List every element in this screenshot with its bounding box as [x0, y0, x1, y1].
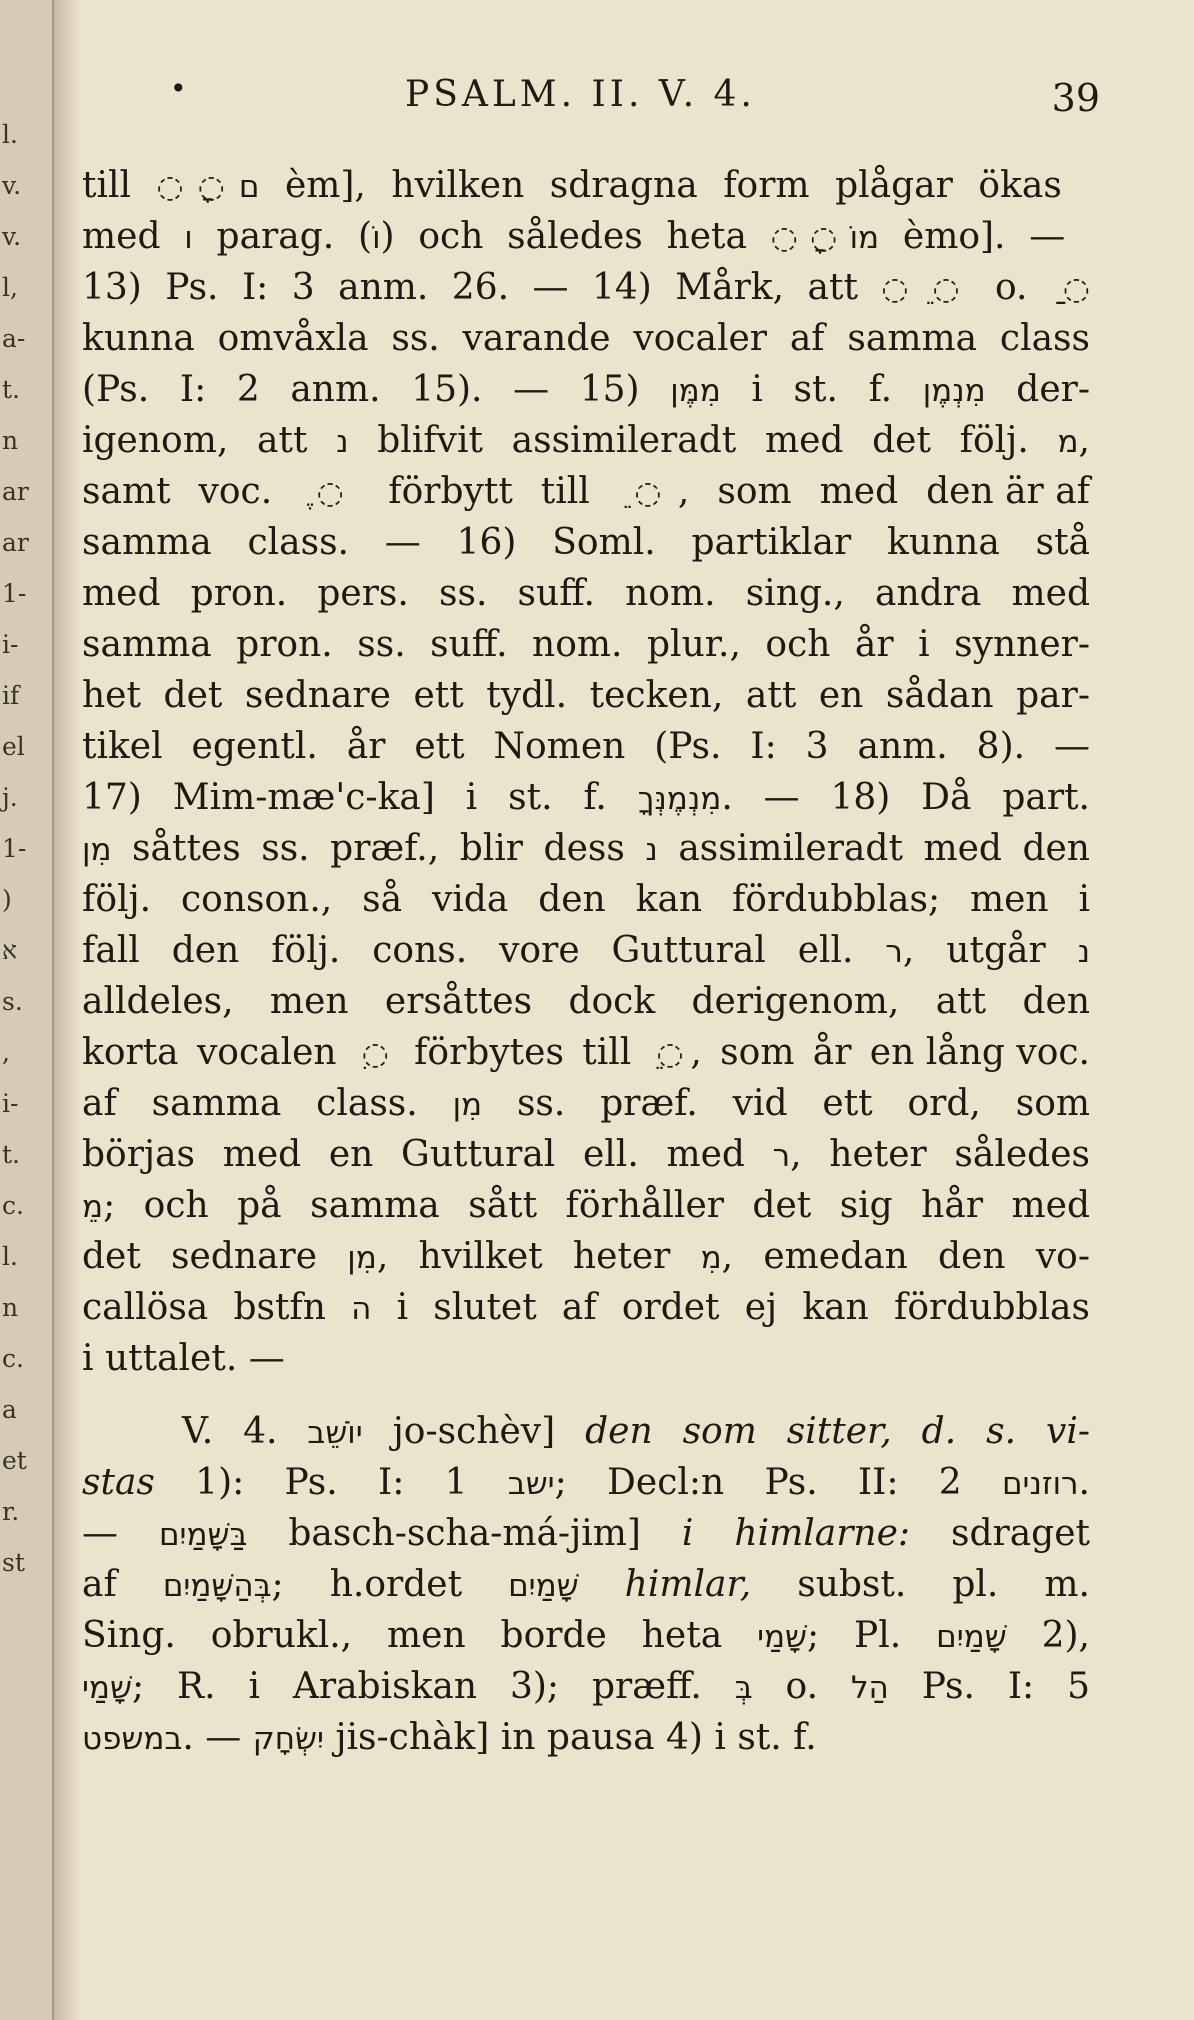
- text-run: kunna omvåxla ss. varande vocaler af samma class: [82, 318, 1090, 359]
- previous-page-fragment: l.: [2, 1242, 18, 1271]
- text-run: o.: [971, 267, 1051, 308]
- page-number: 39: [1051, 76, 1100, 120]
- text-run: till: [82, 165, 157, 206]
- hebrew-word: ר: [772, 1138, 791, 1174]
- text-run: korta vocalen: [82, 1032, 355, 1073]
- text-line: [82, 415, 1090, 466]
- text-run: Sing. obrukl., men borde heta: [82, 1615, 758, 1656]
- text-line: [82, 313, 1090, 364]
- text-line: [82, 364, 1090, 415]
- hebrew-word: מֵ: [82, 1189, 104, 1225]
- hebrew-word: יִשְׂחָק: [252, 1721, 324, 1757]
- hebrew-word: הַל: [850, 1670, 889, 1706]
- previous-page-fragment: v.: [2, 171, 22, 200]
- text-run: het det sednare ett tydl. tecken, att en sådan par-: [82, 675, 1090, 716]
- hebrew-word: שָׁמַי: [757, 1619, 808, 1655]
- text-run: —: [82, 1513, 159, 1554]
- hebrew-word: שָׁמַי: [82, 1670, 132, 1706]
- text-run: , emedan den vo-: [721, 1236, 1090, 1277]
- text-line: [82, 1027, 1090, 1078]
- text-run: det sednare: [82, 1236, 348, 1277]
- text-line: [82, 1282, 1090, 1333]
- italic-gloss: den som sitter, d. s. vi-: [585, 1411, 1091, 1452]
- text-run: ; Pl.: [807, 1615, 937, 1656]
- previous-page-fragment: st: [2, 1548, 25, 1577]
- hebrew-word: נ: [336, 424, 349, 460]
- previous-page-fragment: t.: [2, 375, 20, 404]
- previous-page-fragment: n: [2, 426, 19, 455]
- text-run: följ. conson., så vida den kan fördubblas; men i: [82, 879, 1090, 920]
- text-run: samt voc.: [82, 471, 301, 512]
- hebrew-word: מִ: [700, 1240, 722, 1276]
- hebrew-word: מ: [1057, 424, 1079, 460]
- hebrew-word: ה: [351, 1291, 372, 1327]
- previous-page-fragment: ar: [2, 528, 29, 557]
- previous-page-fragment: s.: [2, 987, 23, 1016]
- text-run: i slutet af ordet ej kan fördubblas: [371, 1287, 1090, 1328]
- head-ornament: •: [170, 72, 187, 105]
- commentary-text: [82, 160, 1090, 1763]
- text-run: basch-scha-má-jim]: [247, 1513, 682, 1554]
- text-run: 13) Ps. I: 3 anm. 26. — 14) Mårk, att: [82, 267, 882, 308]
- text-run: [579, 1564, 625, 1605]
- hebrew-word: ◌ֶ: [300, 475, 361, 511]
- text-line: [82, 823, 1090, 874]
- hebrew-word: מוֹ◌ָ◌: [770, 220, 880, 256]
- text-run: Ps. I: 5: [888, 1666, 1090, 1707]
- hebrew-word: נ: [645, 832, 658, 868]
- text-run: alldeles, men ersåttes dock derigenom, att den: [82, 981, 1090, 1022]
- italic-gloss: stas: [82, 1462, 155, 1503]
- hebrew-word: ◌ֵ: [649, 1036, 691, 1072]
- text-run: . — 18) Då part.: [721, 777, 1090, 818]
- hebrew-word: ר: [885, 934, 903, 970]
- text-run: jis-chàk] in pausa 4) i st. f.: [323, 1717, 817, 1758]
- text-run: ) och således heta: [380, 216, 771, 257]
- previous-page-fragment: a: [2, 1395, 17, 1424]
- previous-page-fragment: ): [2, 885, 12, 914]
- previous-page-fragment: el: [2, 732, 25, 761]
- previous-page-fragment: ,: [2, 1038, 10, 1067]
- text-run: i st. f.: [720, 369, 923, 410]
- text-run: ss. præf. vid ett ord, som: [482, 1083, 1091, 1124]
- text-run: samma class. — 16) Soml. partiklar kunna stå: [82, 522, 1090, 563]
- text-run: . —: [182, 1717, 253, 1758]
- previous-page-edge: [0, 0, 54, 2020]
- hebrew-word: שָׁמַיִם: [508, 1568, 579, 1604]
- gutter-shadow: [54, 0, 80, 2020]
- text-run: igenom, att: [82, 420, 337, 461]
- hebrew-word: מִמֶּן: [670, 373, 721, 409]
- text-run: tikel egentl. år ett Nomen (Ps. I: 3 anm. 8). —: [82, 726, 1090, 767]
- hebrew-word: וֹ: [372, 220, 381, 256]
- previous-page-fragment: א: [2, 936, 18, 965]
- text-line: [82, 262, 1090, 313]
- previous-page-fragment: i-: [2, 1089, 19, 1118]
- text-line: [82, 160, 1090, 211]
- text-run: callösa bstfn: [82, 1287, 352, 1328]
- text-run: med: [82, 216, 185, 257]
- text-run: parag. (: [192, 216, 373, 257]
- hebrew-word: ◌ֵ: [617, 475, 678, 511]
- text-line: [82, 466, 1090, 517]
- text-line: [82, 568, 1090, 619]
- hebrew-word: רוזנים: [1001, 1466, 1079, 1502]
- hebrew-word: ◌ִ: [354, 1036, 396, 1072]
- hebrew-word: בַּשָּׁמַיִם: [158, 1517, 248, 1553]
- text-run: jo-schèv]: [362, 1411, 586, 1452]
- previous-page-fragment: ar: [2, 477, 29, 506]
- hebrew-word: ◌ַ: [1050, 271, 1090, 307]
- text-line: [82, 1610, 1090, 1661]
- text-line: [82, 517, 1090, 568]
- hebrew-word: ו: [184, 220, 193, 256]
- previous-page-fragment: v.: [2, 222, 22, 251]
- text-line: [82, 1508, 1090, 1559]
- text-run: med pron. pers. ss. suff. nom. sing., andra med: [82, 573, 1090, 614]
- previous-page-fragment: 1-: [2, 579, 27, 608]
- previous-page-fragment: a-: [2, 324, 26, 353]
- hebrew-word: מִנְמֶן: [922, 373, 986, 409]
- text-run: 17) Mim-mæ'c-ka] i st. f.: [82, 777, 638, 818]
- running-title: PSALM. II. V. 4.: [405, 74, 756, 115]
- hebrew-word: שָׁמַיִם: [936, 1619, 1007, 1655]
- text-line: [82, 721, 1090, 772]
- text-run: ,: [1078, 420, 1090, 461]
- previous-page-fragment: j.: [2, 783, 18, 812]
- text-run: ; och på samma sått förhåller det sig hår med: [103, 1185, 1090, 1226]
- text-line: [82, 1129, 1090, 1180]
- text-run: börjas med en Guttural ell. med: [82, 1134, 773, 1175]
- text-run: ; h.ordet: [271, 1564, 509, 1605]
- previous-page-fragment: c.: [2, 1191, 24, 1220]
- text-run: èm], hvilken sdragna form plågar ökas: [259, 165, 1062, 206]
- previous-page-fragment: if: [2, 681, 20, 710]
- text-run: (Ps. I: 2 anm. 15). — 15): [82, 369, 671, 410]
- text-line: [82, 670, 1090, 721]
- italic-gloss: i himlarne:: [681, 1513, 911, 1554]
- text-run: ; Decl:n Ps. II: 2: [554, 1462, 1002, 1503]
- text-line: [82, 925, 1090, 976]
- text-line: [82, 976, 1090, 1027]
- text-run: ; R. i Arabiskan 3); præff.: [131, 1666, 735, 1707]
- text-run: af: [82, 1564, 163, 1605]
- text-line: [82, 1406, 1090, 1457]
- hebrew-word: מִנְמֶנְּךָ: [637, 781, 722, 817]
- text-line: [82, 1661, 1090, 1712]
- previous-page-fragment: l.: [2, 120, 18, 149]
- text-run: , som med den är af: [677, 471, 1090, 512]
- previous-page-fragment: c.: [2, 1344, 24, 1373]
- text-line: [82, 1712, 1090, 1763]
- text-run: såttes ss. præf., blir dess: [111, 828, 646, 869]
- hebrew-word: מִן: [82, 832, 112, 868]
- previous-page-fragment: l,: [2, 273, 18, 302]
- hebrew-word: מִן: [452, 1087, 483, 1123]
- text-run: fall den följ. cons. vore Guttural ell.: [82, 930, 886, 971]
- text-line: [82, 874, 1090, 925]
- hebrew-word: במשפט: [82, 1721, 183, 1757]
- text-line: [82, 1180, 1090, 1231]
- hebrew-word: ◌ֵ◌: [881, 271, 972, 307]
- text-run: samma pron. ss. suff. nom. plur., och år i synner-: [82, 624, 1090, 665]
- hebrew-word: ם◌ָ◌: [156, 169, 260, 205]
- text-run: förbytes till: [395, 1032, 650, 1073]
- text-run: , heter således: [790, 1134, 1090, 1175]
- previous-page-fragment: et: [2, 1446, 27, 1475]
- text-run: .: [1078, 1462, 1090, 1503]
- running-head: [170, 72, 1100, 122]
- text-run: förbytt till: [360, 471, 618, 512]
- hebrew-word: בְּהַשָּׁמַיִם: [162, 1568, 272, 1604]
- hebrew-word: ישב: [507, 1466, 555, 1502]
- text-run: V. 4.: [182, 1411, 308, 1452]
- text-line: [82, 1333, 1090, 1384]
- text-run: 2),: [1006, 1615, 1090, 1656]
- previous-page-fragment: i-: [2, 630, 19, 659]
- text-line: [82, 619, 1090, 670]
- previous-page-fragment: 1-: [2, 834, 27, 863]
- text-line: [82, 211, 1090, 262]
- text-run: , hvilket heter: [376, 1236, 701, 1277]
- text-run: der-: [985, 369, 1091, 410]
- hebrew-word: מִן: [347, 1240, 377, 1276]
- italic-gloss: himlar,: [624, 1564, 752, 1605]
- text-line: [82, 1078, 1090, 1129]
- text-line: [82, 1559, 1090, 1610]
- hebrew-word: נ: [1077, 934, 1091, 970]
- previous-page-fragment: t.: [2, 1140, 20, 1169]
- text-run: af samma class.: [82, 1083, 453, 1124]
- text-run: blifvit assimileradt med det följ.: [348, 420, 1058, 461]
- hebrew-word: בְּ: [734, 1670, 753, 1706]
- text-run: 1): Ps. I: 1: [154, 1462, 508, 1503]
- text-run: i uttalet. —: [82, 1338, 285, 1379]
- text-run: sdraget: [910, 1513, 1090, 1554]
- text-line: [82, 1457, 1090, 1508]
- text-line: [82, 772, 1090, 823]
- previous-page-fragment: r.: [2, 1497, 20, 1526]
- previous-page-fragment: n: [2, 1293, 19, 1322]
- text-line: [82, 1231, 1090, 1282]
- text-run: , utgår: [902, 930, 1078, 971]
- text-run: o.: [752, 1666, 851, 1707]
- text-run: èmo]. —: [879, 216, 1066, 257]
- text-run: , som år en lång voc.: [690, 1032, 1090, 1073]
- text-run: subst. pl. m.: [751, 1564, 1090, 1605]
- hebrew-word: יוֹשֵׁב: [307, 1415, 363, 1451]
- text-run: assimileradt med den: [657, 828, 1090, 869]
